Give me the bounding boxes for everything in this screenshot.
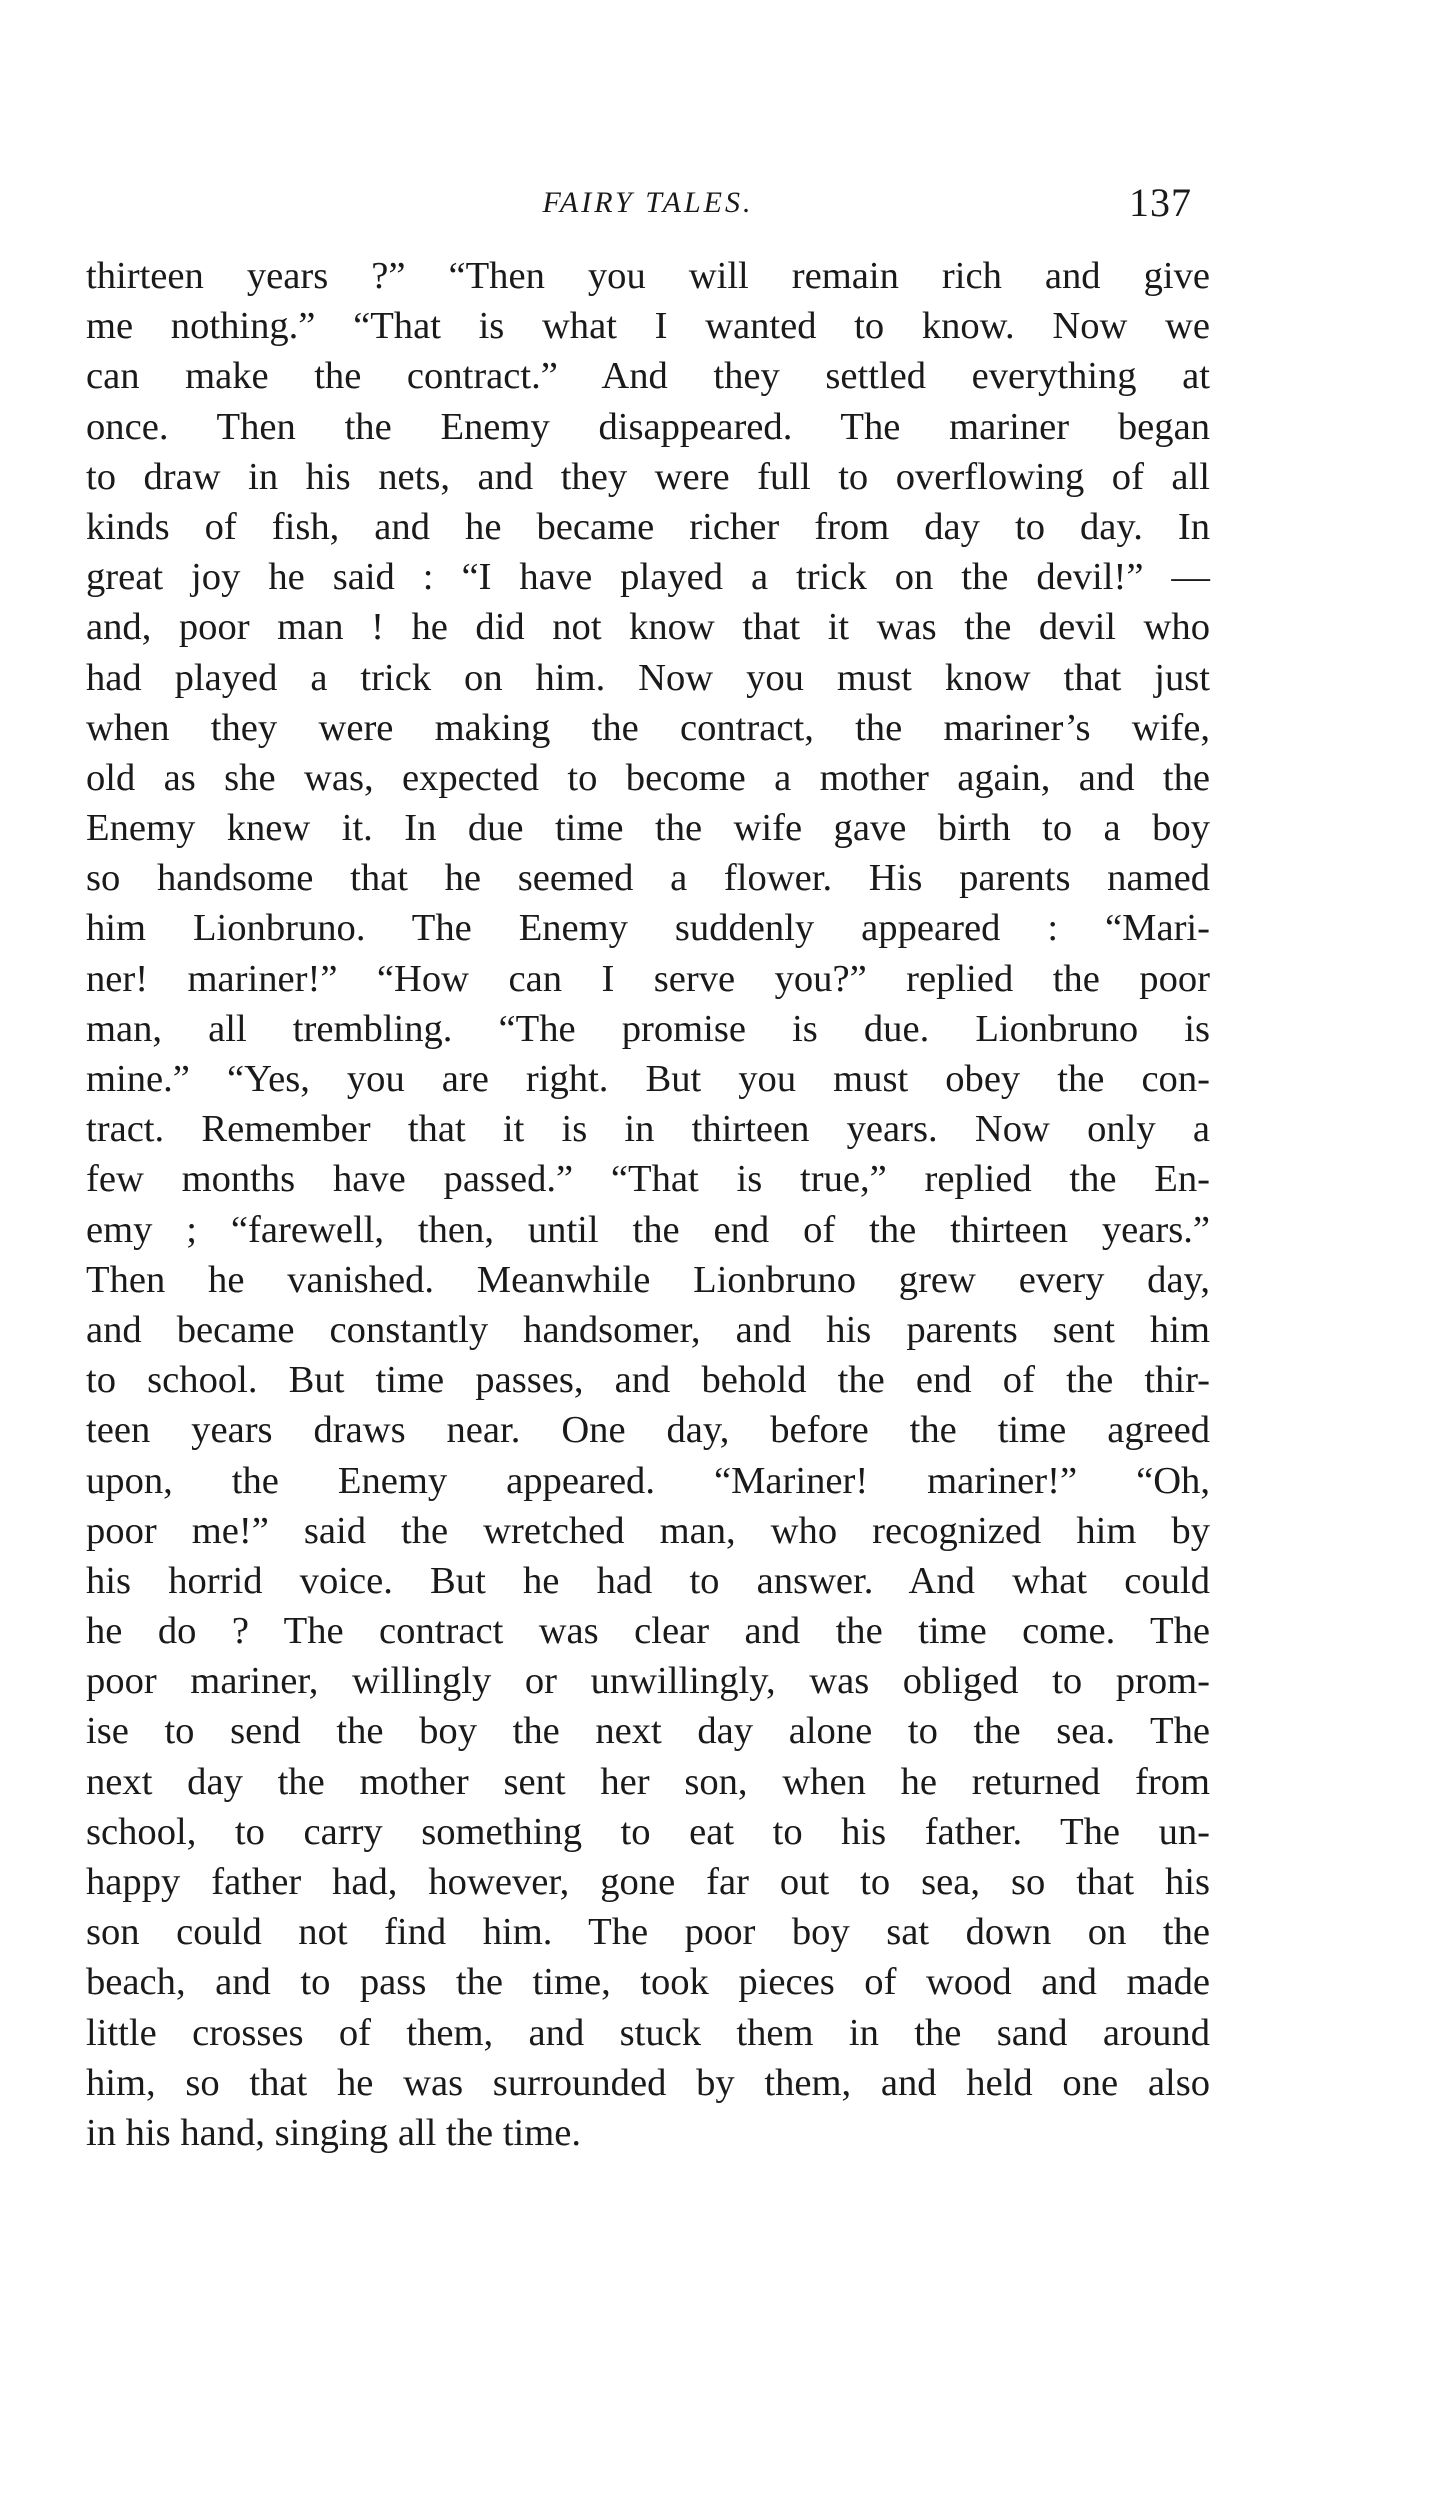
text-line: great joy he said : “I have played a trick on the devil!” — bbox=[86, 556, 1210, 599]
text-line: kinds of fish, and he became richer from day to day. In bbox=[86, 505, 1210, 548]
text-line: happy father had, however, gone far out to sea, so that his bbox=[86, 1861, 1210, 1903]
text-line: poor me!” said the wretched man, who recognized him by bbox=[86, 1509, 1210, 1552]
text-line: school, to carry something to eat to his father. The un- bbox=[86, 1810, 1210, 1853]
text-line: he do ? The contract was clear and the time come. The bbox=[86, 1610, 1210, 1653]
running-title: FAIRY TALES. bbox=[542, 186, 754, 219]
text-line: him, so that he was surrounded by them, and held one also bbox=[86, 2061, 1210, 2104]
text-line: teen years draws near. One day, before the time agreed bbox=[86, 1409, 1210, 1452]
text-line: thirteen years ?” “Then you will remain rich and give bbox=[86, 255, 1210, 297]
text-line: little crosses of them, and stuck them in the sand around bbox=[86, 2011, 1210, 2054]
text-line: can make the contract.” And they settled everything at bbox=[86, 355, 1210, 398]
text-line: had played a trick on him. Now you must know that just bbox=[86, 656, 1210, 699]
text-line: and became constantly handsomer, and his parents sent him bbox=[86, 1308, 1210, 1351]
text-line: tract. Remember that it is in thirteen years. Now only a bbox=[86, 1108, 1210, 1151]
text-line: so handsome that he seemed a flower. His parents named bbox=[86, 857, 1210, 900]
text-line: once. Then the Enemy disappeared. The mariner began bbox=[86, 405, 1210, 448]
text-line: man, all trembling. “The promise is due. Lionbruno is bbox=[86, 1007, 1210, 1050]
text-line: Enemy knew it. In due time the wife gave birth to a boy bbox=[86, 807, 1210, 850]
text-line: Then he vanished. Meanwhile Lionbruno grew every day, bbox=[86, 1258, 1210, 1301]
running-head bbox=[86, 178, 1210, 238]
text-line: ise to send the boy the next day alone to the sea. The bbox=[86, 1710, 1210, 1753]
text-line: poor mariner, willingly or unwillingly, was obliged to prom- bbox=[86, 1660, 1210, 1703]
text-line: him Lionbruno. The Enemy suddenly appeared : “Mari- bbox=[86, 907, 1210, 950]
text-line: next day the mother sent her son, when he returned from bbox=[86, 1760, 1210, 1803]
text-line: to draw in his nets, and they were full to overflowing of all bbox=[86, 455, 1210, 498]
text-line: to school. But time passes, and behold the end of the thir- bbox=[86, 1359, 1210, 1402]
text-line: son could not find him. The poor boy sat down on the bbox=[86, 1911, 1210, 1954]
text-line: ner! mariner!” “How can I serve you?” replied the poor bbox=[86, 957, 1210, 1000]
text-line: mine.” “Yes, you are right. But you must obey the con- bbox=[86, 1058, 1210, 1100]
text-line: in his hand, singing all the time. bbox=[86, 2111, 582, 2154]
text-line: upon, the Enemy appeared. “Mariner! mariner!” “Oh, bbox=[86, 1459, 1210, 1502]
text-line: his horrid voice. But he had to answer. And what could bbox=[86, 1559, 1210, 1602]
text-line: beach, and to pass the time, took pieces of wood and made bbox=[86, 1961, 1210, 2004]
text-line: me nothing.” “That is what I wanted to know. Now we bbox=[86, 305, 1210, 348]
text-line: when they were making the contract, the mariner’s wife, bbox=[86, 706, 1210, 749]
text-line: and, poor man ! he did not know that it was the devil who bbox=[86, 606, 1210, 649]
body-text bbox=[86, 251, 1210, 2158]
page-number: 137 bbox=[1129, 180, 1192, 225]
text-line: old as she was, expected to become a mother again, and the bbox=[86, 756, 1210, 799]
text-line: few months have passed.” “That is true,” replied the En- bbox=[86, 1158, 1210, 1201]
text-line: emy ; “farewell, then, until the end of the thirteen years.” bbox=[86, 1208, 1210, 1251]
